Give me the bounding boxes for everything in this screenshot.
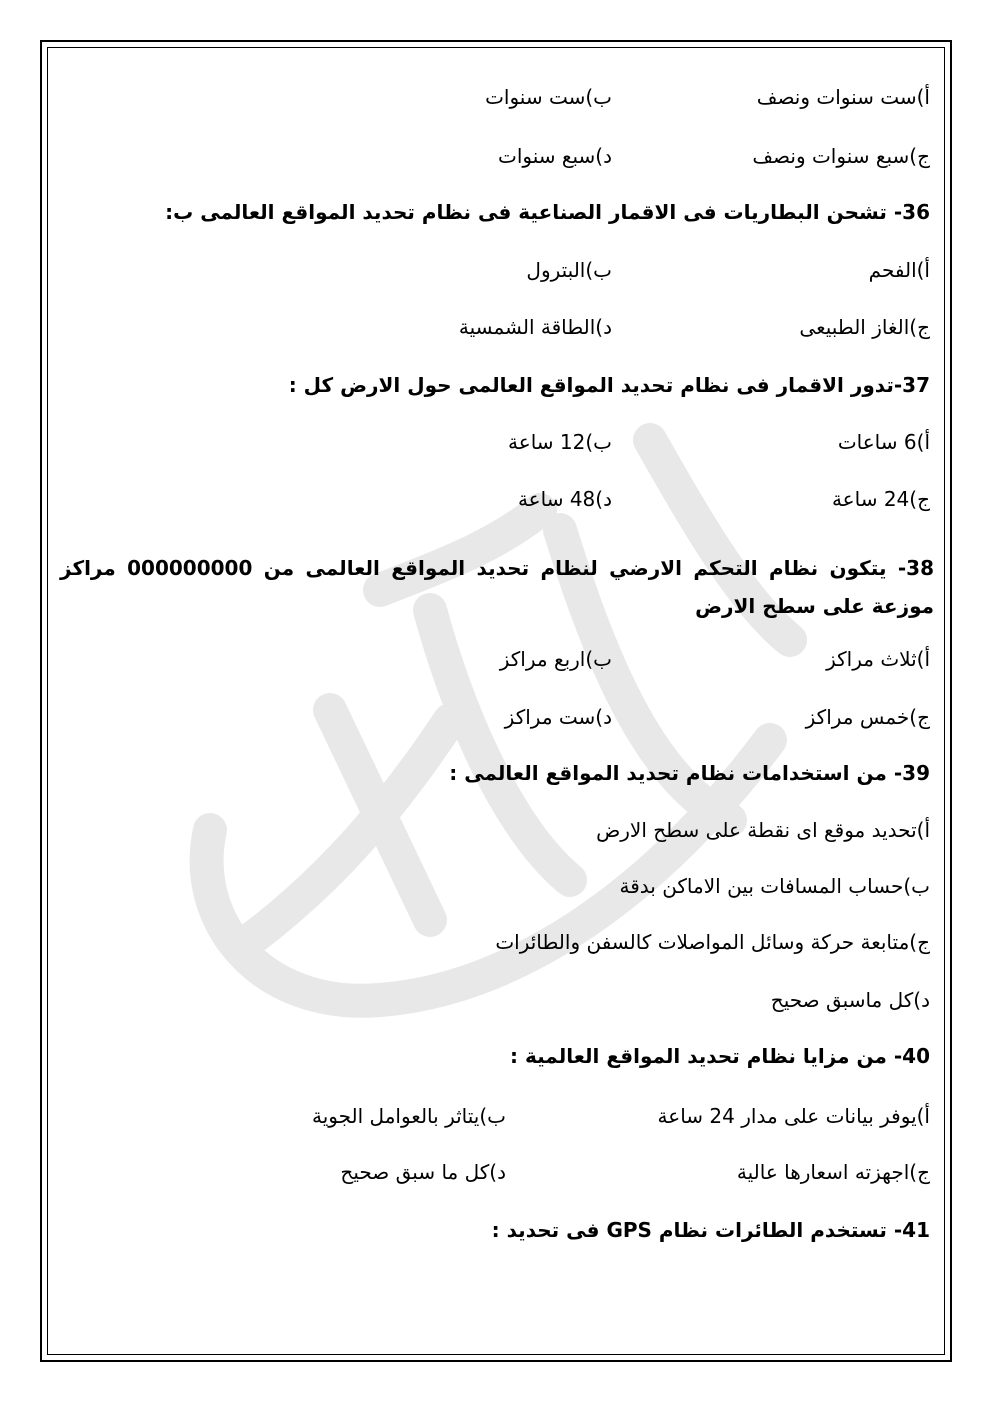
question-40: 40- من مزايا نظام تحديد المواقع العالمية :	[510, 1044, 930, 1068]
option-d: د)الطاقة الشمسية	[458, 315, 612, 339]
option-c: ج)خمس مراكز	[805, 705, 930, 729]
question-38: 38- يتكون نظام التحكم الارضي لنظام تحديد المواقع العالمى من 000000000 مراكز موزعة على سطح الارض	[60, 556, 934, 618]
option-b: ب)يتاثر بالعوامل الجوية	[312, 1104, 506, 1128]
option-a: أ)6 ساعات	[837, 430, 930, 454]
option-a: أ)الفحم	[868, 258, 930, 282]
option-c: ج)الغاز الطبيعى	[799, 315, 930, 339]
question-41: 41- تستخدم الطائرات نظام GPS فى تحديد :	[491, 1218, 930, 1242]
option-d: د)كل ماسبق صحيح	[770, 988, 930, 1012]
option-c: ج)24 ساعة	[831, 487, 930, 511]
page-border-inner	[47, 47, 945, 1355]
option-d: د)48 ساعة	[517, 487, 612, 511]
option-c: ج)اجهزته اسعارها عالية	[736, 1160, 930, 1184]
question-39: 39- من استخدامات نظام تحديد المواقع العالمى :	[449, 761, 930, 785]
option-d: د)ست مراكز	[504, 705, 612, 729]
option-c: ج)متابعة حركة وسائل المواصلات كالسفن والطائرات	[495, 930, 930, 954]
option-a: أ)يوفر بيانات على مدار 24 ساعة	[657, 1104, 930, 1128]
option-b: ب)12 ساعة	[508, 430, 612, 454]
question-37: 37-تدور الاقمار فى نظام تحديد المواقع العالمى حول الارض كل :	[288, 373, 930, 397]
option-a: أ)تحديد موقع اى نقطة على سطح الارض	[596, 818, 930, 842]
option-b: ب)اربع مراكز	[499, 647, 612, 671]
option-d: د)سبع سنوات	[497, 144, 612, 168]
option-b: ب)حساب المسافات بين الاماكن بدقة	[619, 874, 930, 898]
option-a: أ)ست سنوات ونصف	[756, 85, 930, 109]
question-36: 36- تشحن البطاريات فى الاقمار الصناعية فى نظام تحديد المواقع العالمى ب:	[165, 200, 930, 224]
option-b: ب)البترول	[526, 258, 612, 282]
option-d: د)كل ما سبق صحيح	[340, 1160, 506, 1184]
option-c: ج)سبع سنوات ونصف	[752, 144, 930, 168]
option-a: أ)ثلاث مراكز	[826, 647, 930, 671]
option-b: ب)ست سنوات	[485, 85, 612, 109]
